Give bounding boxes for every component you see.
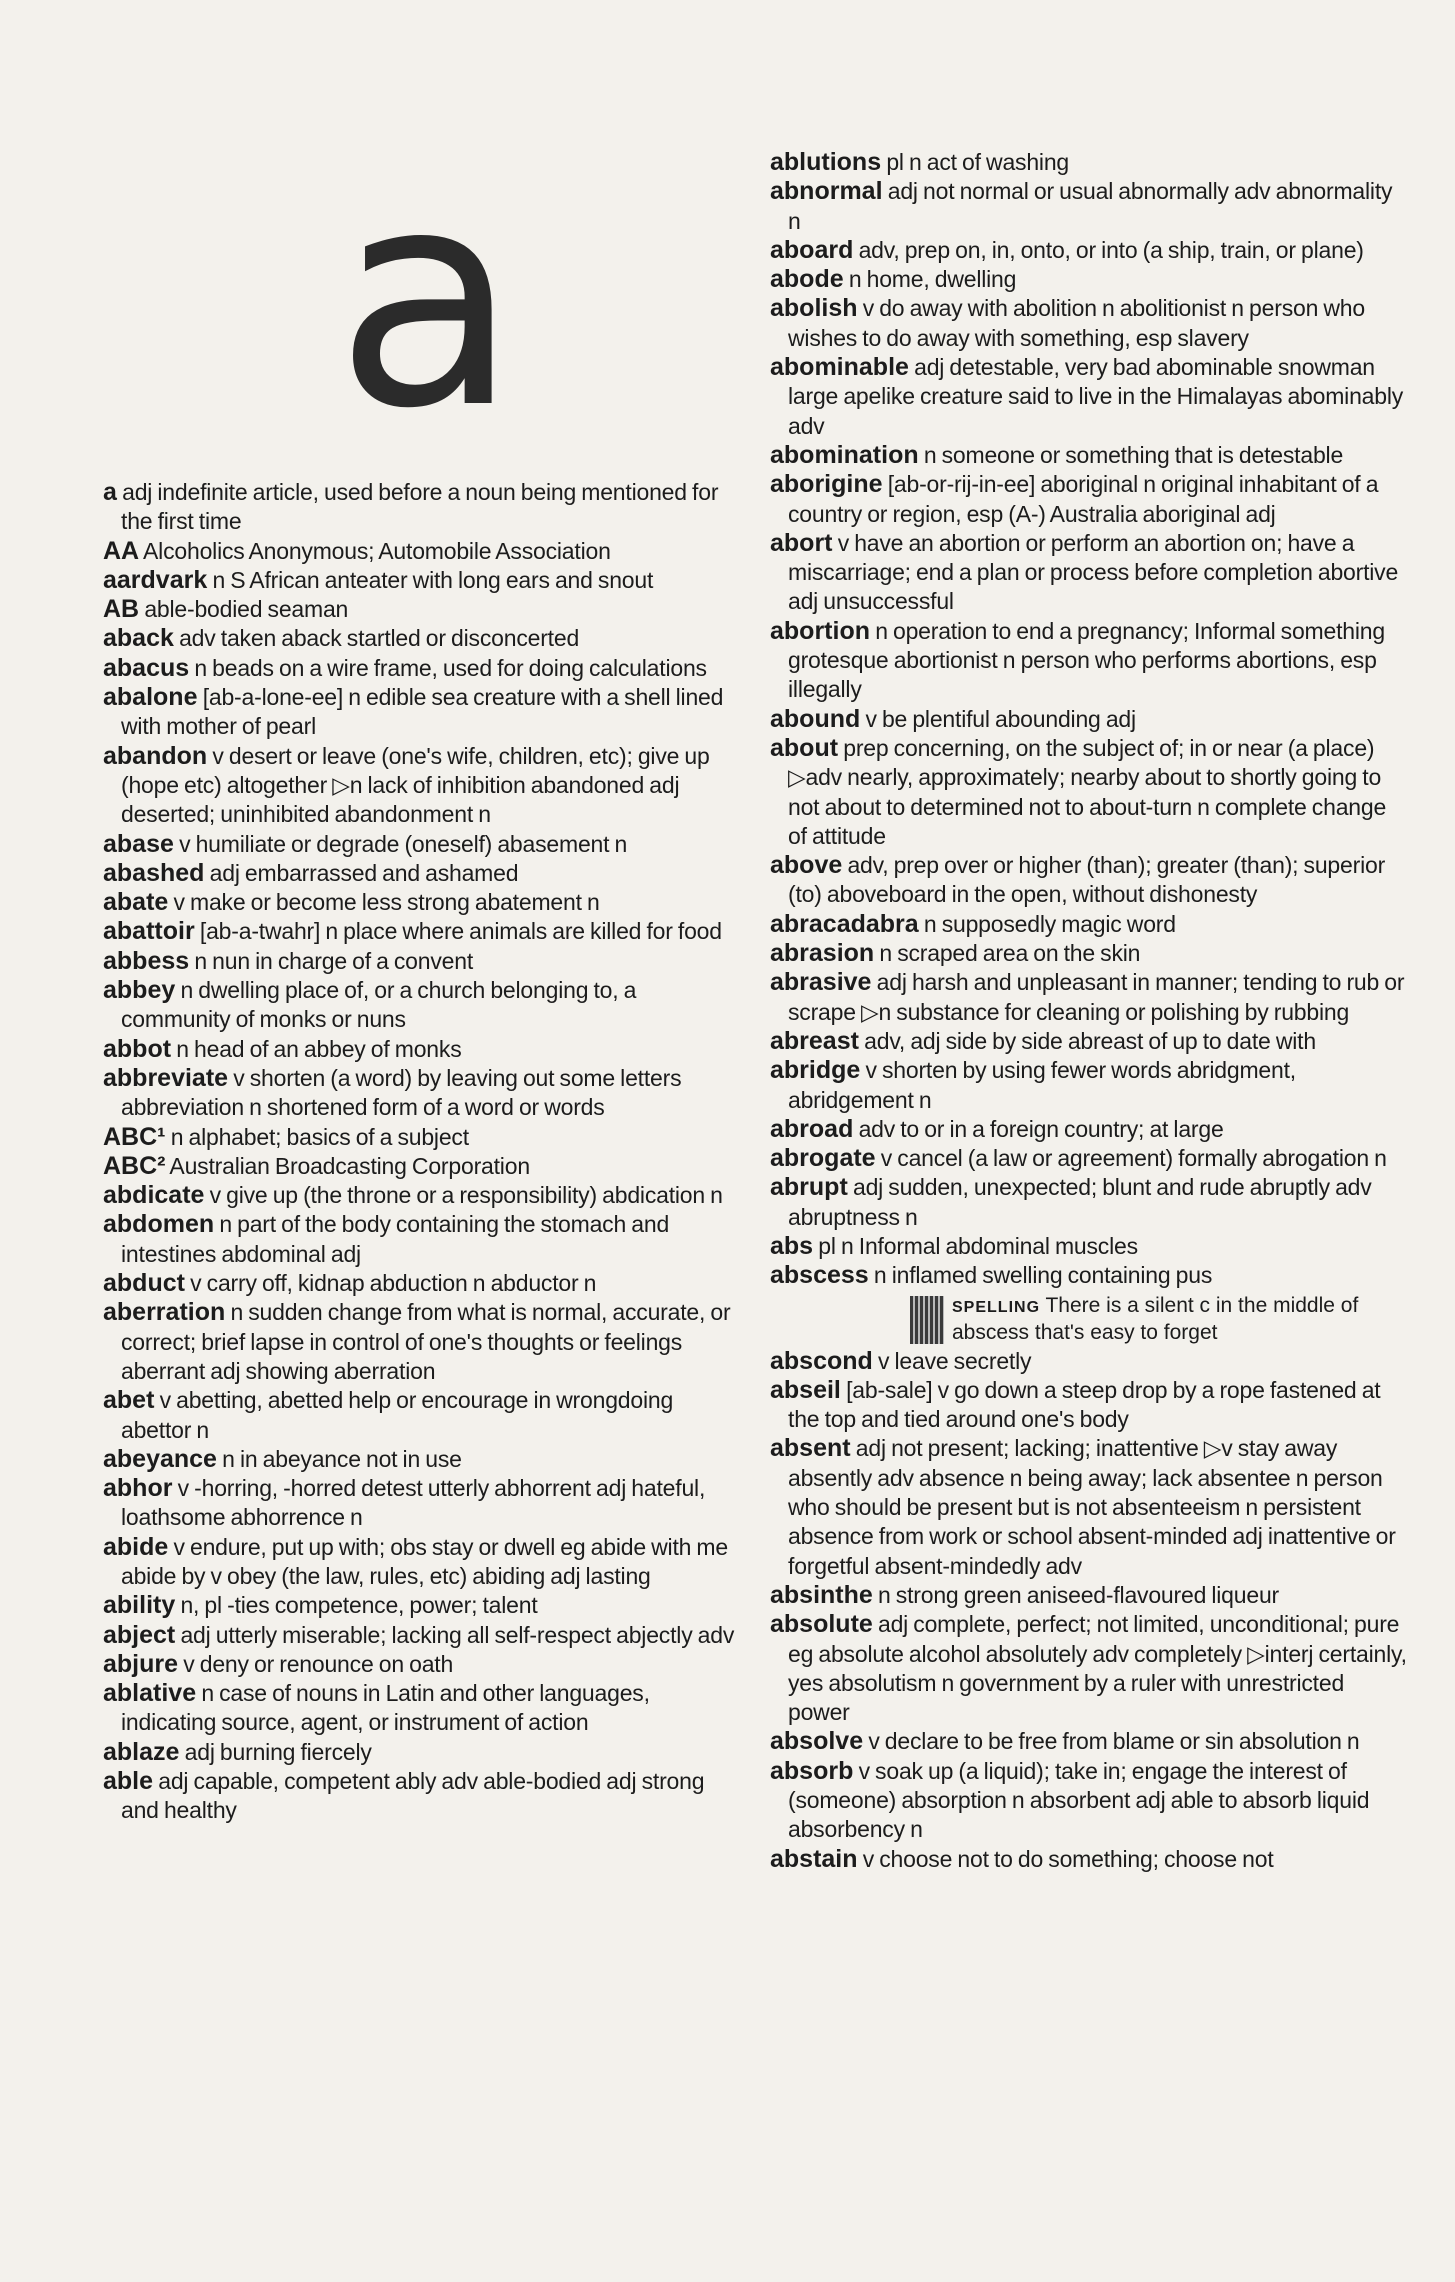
definition: v abetting, abetted help or encourage in wrongdoing abettor n (121, 1387, 674, 1443)
headword: abstain (770, 1844, 858, 1873)
dictionary-entry (103, 683, 743, 742)
spelling-note (910, 1293, 1410, 1345)
dictionary-entry (770, 529, 1410, 617)
headword: a (103, 478, 117, 506)
definition: [ab-a-lone-ee] n edible sea creature with a shell lined with mother of pearl (121, 684, 724, 740)
headword: abscess (770, 1261, 869, 1290)
headword: abduct (103, 1269, 185, 1298)
spelling-note-icon (910, 1296, 944, 1344)
definition: n someone or something that is detestable (923, 441, 1344, 468)
headword: aborigine (770, 470, 883, 499)
definition: v endure, put up with; obs stay or dwell eg abide with me abide by v obey (the law, rules, etc) abiding adj lasting (121, 1533, 728, 1589)
dictionary-entry (770, 1115, 1410, 1144)
headword: abet (103, 1386, 155, 1415)
headword: aback (103, 624, 174, 653)
headword: abortion (770, 616, 870, 645)
dictionary-entry (103, 1269, 743, 1298)
headword: abide (103, 1532, 169, 1561)
definition: v choose not to do something; choose not (862, 1845, 1274, 1872)
dictionary-entry (103, 1474, 743, 1533)
dictionary-entry (103, 566, 743, 595)
headword: abhor (103, 1474, 173, 1503)
headword: absolve (770, 1727, 864, 1756)
headword: abominable (770, 353, 909, 382)
headword: abeyance (103, 1444, 217, 1473)
definition: n supposedly magic word (923, 910, 1176, 937)
dictionary-entry (770, 1347, 1410, 1376)
definition: v deny or renounce on oath (183, 1650, 454, 1677)
headword: abbot (103, 1034, 172, 1063)
headword: abase (103, 829, 174, 858)
headword: abreast (770, 1026, 859, 1055)
definition: v be plentiful abounding adj (865, 705, 1136, 732)
dictionary-entry (770, 1610, 1410, 1727)
definition: adv, prep over or higher (than); greater (than); superior (to) aboveboard in the open, without dishonesty (788, 852, 1386, 908)
definition: adv to or in a foreign country; at large (858, 1115, 1224, 1142)
headword: abject (103, 1620, 176, 1649)
headword: absorb (770, 1756, 854, 1785)
dictionary-entry (103, 1591, 743, 1620)
headword: abode (770, 265, 844, 294)
dictionary-entry (103, 1533, 743, 1592)
definition: n in abeyance not in use (222, 1445, 462, 1472)
dictionary-entry (103, 742, 743, 830)
definition: pl n act of washing (886, 149, 1070, 175)
dictionary-entry (770, 294, 1410, 353)
definition: v shorten by using fewer words abridgment, abridgement n (788, 1057, 1296, 1113)
definition: v leave secretly (878, 1347, 1032, 1374)
headword: abscond (770, 1346, 873, 1375)
spelling-text: There is a silent c in the middle of abscess that's easy to forget (952, 1293, 1359, 1344)
definition: adj sudden, unexpected; blunt and rude abruptly adv abruptness n (788, 1174, 1372, 1230)
dictionary-entry (103, 976, 743, 1035)
definition: v soak up (a liquid); take in; engage the interest of (someone) absorption n absorbent adj able to absorb liquid absorbency n (788, 1757, 1370, 1843)
headword: absinthe (770, 1580, 873, 1609)
headword: AB (103, 595, 140, 624)
definition: v give up (the throne or a responsibility) abdication n (209, 1182, 723, 1209)
dictionary-entry (770, 1376, 1410, 1435)
dictionary-entry (770, 1144, 1410, 1173)
dictionary-entry (770, 236, 1410, 265)
headword: abbreviate (103, 1063, 229, 1092)
dictionary-entry (770, 939, 1410, 968)
headword: abalone (103, 683, 198, 712)
headword: aardvark (103, 565, 208, 594)
definition: v do away with abolition n abolitionist n person who wishes to do away with something, esp slavery (788, 295, 1365, 351)
definition: adj embarrassed and ashamed (209, 859, 519, 886)
dictionary-entry (103, 1298, 743, 1386)
left-column (103, 478, 743, 1826)
definition: n part of the body containing the stomach and intestines abdominal adj (121, 1211, 670, 1267)
dictionary-entry (103, 1738, 743, 1767)
headword: about (770, 733, 839, 762)
dictionary-entry (103, 478, 743, 537)
headword: abacus (103, 653, 190, 682)
headword: abomination (770, 440, 919, 469)
headword: abashed (103, 858, 205, 887)
dictionary-entry (103, 1181, 743, 1210)
headword: abrupt (770, 1173, 848, 1202)
dictionary-entry (770, 910, 1410, 939)
definition: n operation to end a pregnancy; Informal something grotesque abortionist n person who performs abortions, esp illegally (788, 617, 1385, 703)
right-column (770, 148, 1410, 1874)
headword: ABC¹ (103, 1122, 166, 1151)
dictionary-entry (103, 1679, 743, 1738)
definition: v humiliate or degrade (oneself) abasement n (179, 830, 628, 857)
dictionary-entry (103, 1123, 743, 1152)
headword: abrogate (770, 1144, 876, 1173)
headword: abridge (770, 1056, 861, 1085)
dictionary-entry (770, 1027, 1410, 1056)
definition: n S African anteater with long ears and snout (212, 566, 654, 593)
dictionary-entry (770, 705, 1410, 734)
definition: adj harsh and unpleasant in manner; tending to rub or scrape ▷n substance for cleaning or polishing by rubbing (788, 969, 1405, 1025)
definition: adv, adj side by side abreast of up to date with (864, 1027, 1316, 1054)
definition: n, pl -ties competence, power; talent (180, 1592, 538, 1619)
definition: v shorten (a word) by leaving out some letters abbreviation n shortened form of a word or words (121, 1064, 682, 1121)
spelling-label: SPELLING (952, 1298, 1041, 1316)
definition: n scraped area on the skin (879, 940, 1141, 967)
dictionary-entry (770, 353, 1410, 441)
definition: adj complete, perfect; not limited, unconditional; pure eg absolute alcohol absolutely adv completely ▷interj certainly, yes absolutism n government by a ruler with unrestricted power (788, 1611, 1407, 1726)
definition: adj indefinite article, used before a noun being mentioned for the first time (121, 479, 719, 535)
dictionary-entry (770, 851, 1410, 910)
headword: aberration (103, 1298, 226, 1327)
dictionary-entry (770, 470, 1410, 529)
definition: [ab-or-rij-in-ee] aboriginal n original inhabitant of a country or region, esp (A-) Australia aboriginal adj (788, 471, 1379, 527)
definition: n beads on a wire frame, used for doing calculations (194, 654, 707, 681)
headword: abbess (103, 946, 190, 975)
headword: absent (770, 1434, 851, 1463)
headword: abbey (103, 976, 176, 1005)
dictionary-entry (770, 1727, 1410, 1756)
dictionary-entry (770, 1056, 1410, 1115)
dictionary-entry (103, 1650, 743, 1679)
dictionary-entry (103, 830, 743, 859)
dictionary-entry (770, 1173, 1410, 1232)
definition: v desert or leave (one's wife, children, etc); give up (hope etc) altogether ▷n lack of inhibition abandoned adj deserted; uninhibited abandonment n (121, 742, 710, 828)
definition: n alphabet; basics of a subject (170, 1123, 469, 1150)
dictionary-entry (103, 917, 743, 946)
dictionary-entry (103, 537, 743, 566)
headword: abracadabra (770, 909, 919, 938)
dictionary-entry (103, 624, 743, 653)
definition: v have an abortion or perform an abortion on; have a miscarriage; end a plan or process before completion abortive adj unsuccessful (788, 529, 1399, 615)
headword: abrasion (770, 939, 875, 968)
dictionary-entry (103, 1035, 743, 1064)
definition: n inflamed swelling containing pus (873, 1262, 1213, 1289)
headword: abseil (770, 1375, 841, 1404)
headword: abate (103, 888, 169, 917)
dictionary-entry (770, 1434, 1410, 1580)
definition: adv taken aback startled or disconcerted (179, 625, 580, 652)
headword: abjure (103, 1649, 179, 1678)
definition: adv, prep on, in, onto, or into (a ship, train, or plane) (858, 236, 1364, 263)
definition: n home, dwelling (848, 266, 1017, 293)
headword: ability (103, 1591, 176, 1620)
headword: ABC² (103, 1151, 166, 1180)
headword: abort (770, 528, 833, 557)
definition: adj detestable, very bad abominable snowman large apelike creature said to live in the Himalayas abominably adv (788, 354, 1404, 439)
definition: pl n Informal abdominal muscles (818, 1232, 1138, 1259)
definition: [ab-sale] v go down a steep drop by a rope fastened at the top and tied around one's body (788, 1376, 1381, 1433)
headword: aboard (770, 235, 854, 264)
dictionary-entry (103, 947, 743, 976)
definition: v carry off, kidnap abduction n abductor n (190, 1270, 597, 1297)
dictionary-entry (770, 177, 1410, 236)
dictionary-entry (770, 148, 1410, 177)
definition: n head of an abbey of monks (176, 1035, 462, 1062)
definition: v make or become less strong abatement n (173, 889, 600, 916)
dictionary-entry (103, 1445, 743, 1474)
definition: v cancel (a law or agreement) formally abrogation n (880, 1145, 1387, 1172)
definition: adj capable, competent ably adv able-bodied adj strong and healthy (121, 1768, 705, 1824)
headword: ablaze (103, 1737, 180, 1766)
definition: prep concerning, on the subject of; in or near (a place) ▷adv nearly, approximately; nearby about to shortly going to not about to determined not to about-turn n complete change of attitude (788, 734, 1387, 849)
headword: ablative (103, 1679, 197, 1708)
dictionary-entry (103, 1767, 743, 1826)
headword: abandon (103, 741, 208, 770)
headword: absolute (770, 1610, 873, 1639)
dictionary-entry (770, 1845, 1410, 1874)
headword: abrasive (770, 968, 872, 997)
headword: abdomen (103, 1210, 215, 1239)
headword: ablutions (770, 148, 882, 176)
definition: Australian Broadcasting Corporation (169, 1152, 530, 1179)
definition: adj utterly miserable; lacking all self-respect abjectly adv (180, 1621, 735, 1648)
definition: n nun in charge of a convent (194, 947, 474, 974)
definition: Alcoholics Anonymous; Automobile Association (143, 537, 611, 564)
definition: adj not normal or usual abnormally adv abnormality n (788, 178, 1393, 234)
headword: abnormal (770, 177, 883, 206)
definition: n case of nouns in Latin and other languages, indicating source, agent, or instrument of action (121, 1680, 650, 1736)
headword: able (103, 1767, 154, 1796)
dictionary-entry (103, 1152, 743, 1181)
dictionary-entry (103, 1621, 743, 1650)
headword: abolish (770, 294, 858, 323)
dictionary-entry (770, 265, 1410, 294)
dictionary-entry (770, 1232, 1410, 1261)
dictionary-entry (770, 734, 1410, 851)
definition: v declare to be free from blame or sin absolution n (868, 1728, 1360, 1755)
definition: n sudden change from what is normal, accurate, or correct; brief lapse in control of one's thoughts or feelings aberrant adj showing aberration (121, 1299, 731, 1384)
dictionary-entry (770, 1261, 1410, 1290)
definition: able-bodied seaman (144, 596, 349, 623)
dictionary-entry (103, 888, 743, 917)
definition: n dwelling place of, or a church belonging to, a community of monks or nuns (121, 977, 637, 1033)
definition: v -horring, -horred detest utterly abhorrent adj hateful, loathsome abhorrence n (121, 1475, 706, 1531)
headword: above (770, 851, 843, 880)
dictionary-entry (770, 441, 1410, 470)
definition: adj burning fiercely (184, 1738, 372, 1765)
headword: abdicate (103, 1181, 205, 1210)
dictionary-entry (103, 595, 743, 624)
headword: abs (770, 1231, 814, 1260)
dictionary-entry (103, 859, 743, 888)
headword: AA (103, 536, 140, 565)
dictionary-entry (103, 654, 743, 683)
dictionary-entry (103, 1064, 743, 1123)
dictionary-entry (770, 968, 1410, 1027)
headword: abattoir (103, 917, 195, 946)
dictionary-entry (103, 1386, 743, 1445)
headword: abroad (770, 1114, 854, 1143)
section-letter: a (335, 125, 513, 474)
headword: abound (770, 704, 861, 733)
dictionary-entry (770, 1581, 1410, 1610)
dictionary-entry (770, 617, 1410, 705)
definition: n strong green aniseed-flavoured liqueur (878, 1581, 1279, 1608)
definition: adj not present; lacking; inattentive ▷v stay away absently adv absence n being away; lack absentee n person who should be present but is not absenteeism n persistent absence from work or school absent-minded adj inattentive or forgetful absent-mindedly adv (788, 1435, 1396, 1579)
definition: [ab-a-twahr] n place where animals are killed for food (199, 918, 722, 945)
dictionary-entry (770, 1757, 1410, 1845)
dictionary-entry (103, 1210, 743, 1269)
